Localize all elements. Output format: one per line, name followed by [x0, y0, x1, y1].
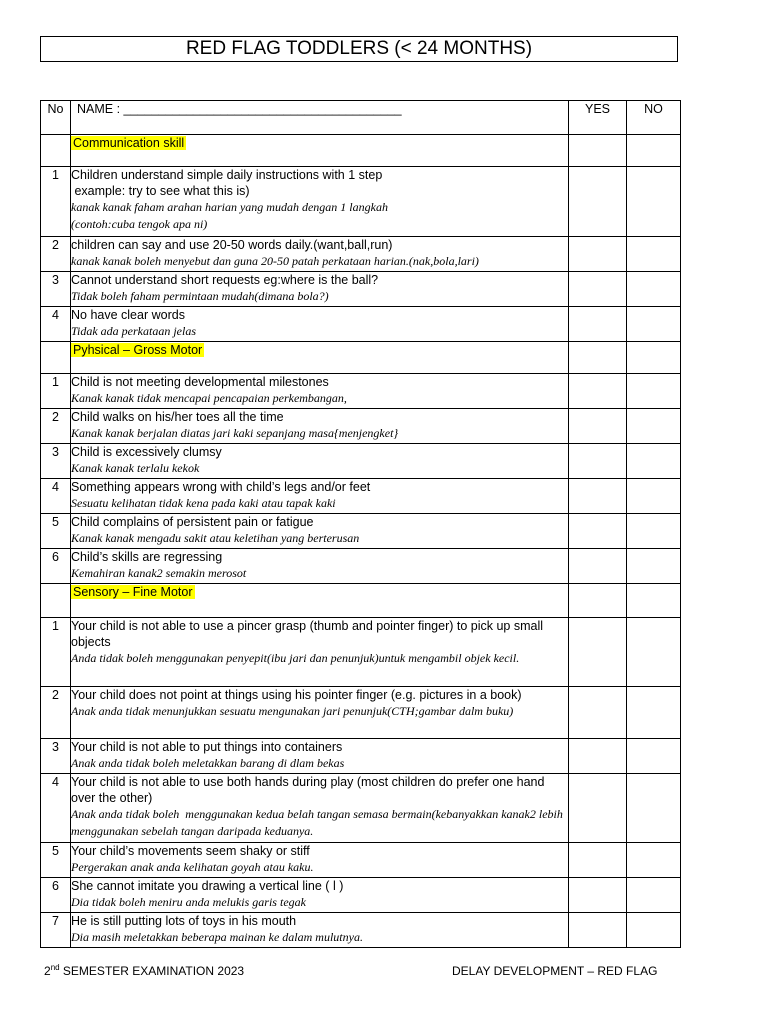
- yes-checkbox-cell[interactable]: [569, 618, 627, 687]
- yes-checkbox-cell[interactable]: [569, 549, 627, 584]
- item-number: 1: [41, 374, 71, 409]
- item-number: 5: [41, 514, 71, 549]
- item-question: [71, 374, 569, 409]
- yes-checkbox-cell[interactable]: [569, 479, 627, 514]
- yes-checkbox-cell[interactable]: [569, 374, 627, 409]
- yes-checkbox-cell[interactable]: [569, 843, 627, 878]
- item-number: 3: [41, 444, 71, 479]
- header-row: [41, 101, 681, 135]
- item-number: 1: [41, 167, 71, 237]
- item-text-malay: Dia masih meletakkan beberapa mainan ke dalam mulutnya.: [71, 930, 363, 944]
- checklist-item-row: [41, 237, 681, 272]
- item-number: 3: [41, 739, 71, 774]
- item-number: 2: [41, 237, 71, 272]
- section-yes-cell: [569, 342, 627, 374]
- item-question: [71, 878, 569, 913]
- item-number: 6: [41, 878, 71, 913]
- item-question: [71, 739, 569, 774]
- section-no-col-cell: [627, 342, 681, 374]
- item-text-english: No have clear words: [71, 308, 185, 322]
- item-text-english: Child walks on his/her toes all the time: [71, 410, 284, 424]
- item-number: 2: [41, 687, 71, 739]
- item-text-english: Your child is not able to put things into containers: [71, 740, 343, 754]
- item-text-malay: kanak kanak boleh menyebut dan guna 20-50 patah perkataan harian.(nak,bola,lari): [71, 254, 479, 268]
- no-checkbox-cell[interactable]: [627, 618, 681, 687]
- item-question: [71, 913, 569, 948]
- no-checkbox-cell[interactable]: [627, 307, 681, 342]
- item-text-malay: Kemahiran kanak2 semakin merosot: [71, 566, 247, 580]
- item-question: [71, 307, 569, 342]
- checklist-item-row: [41, 409, 681, 444]
- item-question: [71, 687, 569, 739]
- checklist-item-row: [41, 514, 681, 549]
- yes-checkbox-cell[interactable]: [569, 514, 627, 549]
- yes-checkbox-cell[interactable]: [569, 307, 627, 342]
- no-checkbox-cell[interactable]: [627, 272, 681, 307]
- header-no-col: NO: [627, 101, 681, 135]
- item-question: [71, 444, 569, 479]
- no-checkbox-cell[interactable]: [627, 843, 681, 878]
- section-title: Sensory – Fine Motor: [73, 585, 193, 599]
- checklist-item-row: [41, 307, 681, 342]
- item-text-malay: Anak anda tidak boleh meletakkan barang di dlam bekas: [71, 756, 345, 770]
- checklist-item-row: [41, 739, 681, 774]
- item-question: [71, 167, 569, 237]
- section-no-cell: [41, 135, 71, 167]
- item-number: 4: [41, 774, 71, 843]
- no-checkbox-cell[interactable]: [627, 549, 681, 584]
- header-no: No: [41, 101, 71, 135]
- no-checkbox-cell[interactable]: [627, 237, 681, 272]
- yes-checkbox-cell[interactable]: [569, 687, 627, 739]
- yes-checkbox-cell[interactable]: [569, 913, 627, 948]
- item-question: [71, 514, 569, 549]
- item-question: [71, 549, 569, 584]
- item-text-malay: Kanak kanak terlalu kekok: [71, 461, 200, 475]
- footer-subject: DELAY DEVELOPMENT – RED FLAG: [452, 964, 658, 978]
- item-question: [71, 272, 569, 307]
- item-text-english: Your child is not able to use a pincer grasp (thumb and pointer finger) to pick up small objects: [71, 619, 547, 649]
- section-no-col-cell: [627, 584, 681, 618]
- checklist-item-row: [41, 913, 681, 948]
- no-checkbox-cell[interactable]: [627, 878, 681, 913]
- item-number: 1: [41, 618, 71, 687]
- section-title: Communication skill: [73, 136, 185, 150]
- item-text-malay: Anak anda tidak boleh menggunakan kedua belah tangan semasa bermain(kebanyakkan kanak2 lebih menggunakan sebelah tangan daripada keduanya.: [71, 807, 566, 838]
- yes-checkbox-cell[interactable]: [569, 774, 627, 843]
- no-checkbox-cell[interactable]: [627, 479, 681, 514]
- checklist-item-row: [41, 843, 681, 878]
- yes-checkbox-cell[interactable]: [569, 444, 627, 479]
- checklist-item-row: [41, 479, 681, 514]
- section-yes-cell: [569, 584, 627, 618]
- item-number: 6: [41, 549, 71, 584]
- no-checkbox-cell[interactable]: [627, 374, 681, 409]
- item-text-english: She cannot imitate you drawing a vertical line ( l ): [71, 879, 344, 893]
- item-question: [71, 409, 569, 444]
- item-text-malay: Kanak kanak mengadu sakit atau keletihan yang berterusan: [71, 531, 360, 545]
- section-title-cell: [71, 584, 569, 618]
- no-checkbox-cell[interactable]: [627, 167, 681, 237]
- item-number: 4: [41, 479, 71, 514]
- no-checkbox-cell[interactable]: [627, 409, 681, 444]
- item-number: 3: [41, 272, 71, 307]
- item-text-english: Your child’s movements seem shaky or stiff: [71, 844, 310, 858]
- item-text-english: Child complains of persistent pain or fatigue: [71, 515, 314, 529]
- item-text-malay: kanak kanak faham arahan harian yang mudah dengan 1 langkah (contoh:cuba tengok apa ni): [71, 200, 388, 231]
- item-question: [71, 774, 569, 843]
- item-text-malay: Kanak kanak berjalan diatas jari kaki sepanjang masa{menjengket}: [71, 426, 399, 440]
- no-checkbox-cell[interactable]: [627, 774, 681, 843]
- item-text-english: Your child does not point at things using his pointer finger (e.g. pictures in a book): [71, 688, 522, 702]
- yes-checkbox-cell[interactable]: [569, 878, 627, 913]
- section-title: Pyhsical – Gross Motor: [73, 343, 203, 357]
- yes-checkbox-cell[interactable]: [569, 237, 627, 272]
- checklist-item-row: [41, 774, 681, 843]
- item-text-english: Child is not meeting developmental milestones: [71, 375, 329, 389]
- item-text-english: Child’s skills are regressing: [71, 550, 223, 564]
- item-number: 7: [41, 913, 71, 948]
- section-title-cell: [71, 342, 569, 374]
- item-text-malay: Dia tidak boleh meniru anda melukis garis tegak: [71, 895, 306, 909]
- item-text-english: Children understand simple daily instructions with 1 step example: try to see what this is): [71, 168, 383, 198]
- section-no-cell: [41, 342, 71, 374]
- checklist-item-row: [41, 618, 681, 687]
- footer-semester: 2nd SEMESTER EXAMINATION 2023: [44, 963, 245, 978]
- section-title-cell: [71, 135, 569, 167]
- no-checkbox-cell[interactable]: [627, 444, 681, 479]
- checklist-item-row: [41, 444, 681, 479]
- section-no-cell: [41, 584, 71, 618]
- item-text-malay: Anak anda tidak menunjukkan sesuatu mengunakan jari penunjuk(CTH;gambar dalm buku): [71, 704, 514, 718]
- yes-checkbox-cell[interactable]: [569, 409, 627, 444]
- item-text-english: children can say and use 20-50 words daily.(want,ball,run): [71, 238, 393, 252]
- section-yes-cell: [569, 135, 627, 167]
- checklist-item-row: [41, 272, 681, 307]
- no-checkbox-cell[interactable]: [627, 514, 681, 549]
- item-number: 2: [41, 409, 71, 444]
- yes-checkbox-cell[interactable]: [569, 739, 627, 774]
- item-question: [71, 237, 569, 272]
- item-number: 5: [41, 843, 71, 878]
- header-yes: YES: [569, 101, 627, 135]
- item-text-malay: Tidak boleh faham permintaan mudah(dimana bola?): [71, 289, 329, 303]
- checklist-item-row: [41, 878, 681, 913]
- item-number: 4: [41, 307, 71, 342]
- item-text-english: Your child is not able to use both hands during play (most children do prefer one hand over the other): [71, 775, 548, 805]
- item-text-english: Cannot understand short requests eg:where is the ball?: [71, 273, 379, 287]
- section-no-col-cell: [627, 135, 681, 167]
- checklist-item-row: [41, 549, 681, 584]
- checklist-item-row: [41, 167, 681, 237]
- no-checkbox-cell[interactable]: [627, 913, 681, 948]
- section-row: [41, 135, 681, 167]
- item-text-malay: Tidak ada perkataan jelas: [71, 324, 196, 338]
- no-checkbox-cell[interactable]: [627, 739, 681, 774]
- item-text-english: Child is excessively clumsy: [71, 445, 222, 459]
- item-text-malay: Pergerakan anak anda kelihatan goyah atau kaku.: [71, 860, 314, 874]
- yes-checkbox-cell[interactable]: [569, 272, 627, 307]
- item-question: [71, 843, 569, 878]
- document-title: RED FLAG TODDLERS (< 24 MONTHS): [40, 36, 678, 62]
- checklist-item-row: [41, 687, 681, 739]
- checklist-table: [40, 100, 681, 948]
- section-row: [41, 584, 681, 618]
- item-text-malay: Kanak kanak tidak mencapai pencapaian perkembangan,: [71, 391, 347, 405]
- section-row: [41, 342, 681, 374]
- item-text-english: He is still putting lots of toys in his mouth: [71, 914, 297, 928]
- item-question: [71, 618, 569, 687]
- item-text-english: Something appears wrong with child’s legs and/or feet: [71, 480, 371, 494]
- item-text-malay: Sesuatu kelihatan tidak kena pada kaki atau tapak kaki: [71, 496, 336, 510]
- checklist-item-row: [41, 374, 681, 409]
- name-field[interactable]: NAME : ________________________________________: [71, 101, 569, 135]
- item-question: [71, 479, 569, 514]
- no-checkbox-cell[interactable]: [627, 687, 681, 739]
- yes-checkbox-cell[interactable]: [569, 167, 627, 237]
- item-text-malay: Anda tidak boleh menggunakan penyepit(ibu jari dan penunjuk)untuk mengambil objek kecil.: [71, 651, 520, 665]
